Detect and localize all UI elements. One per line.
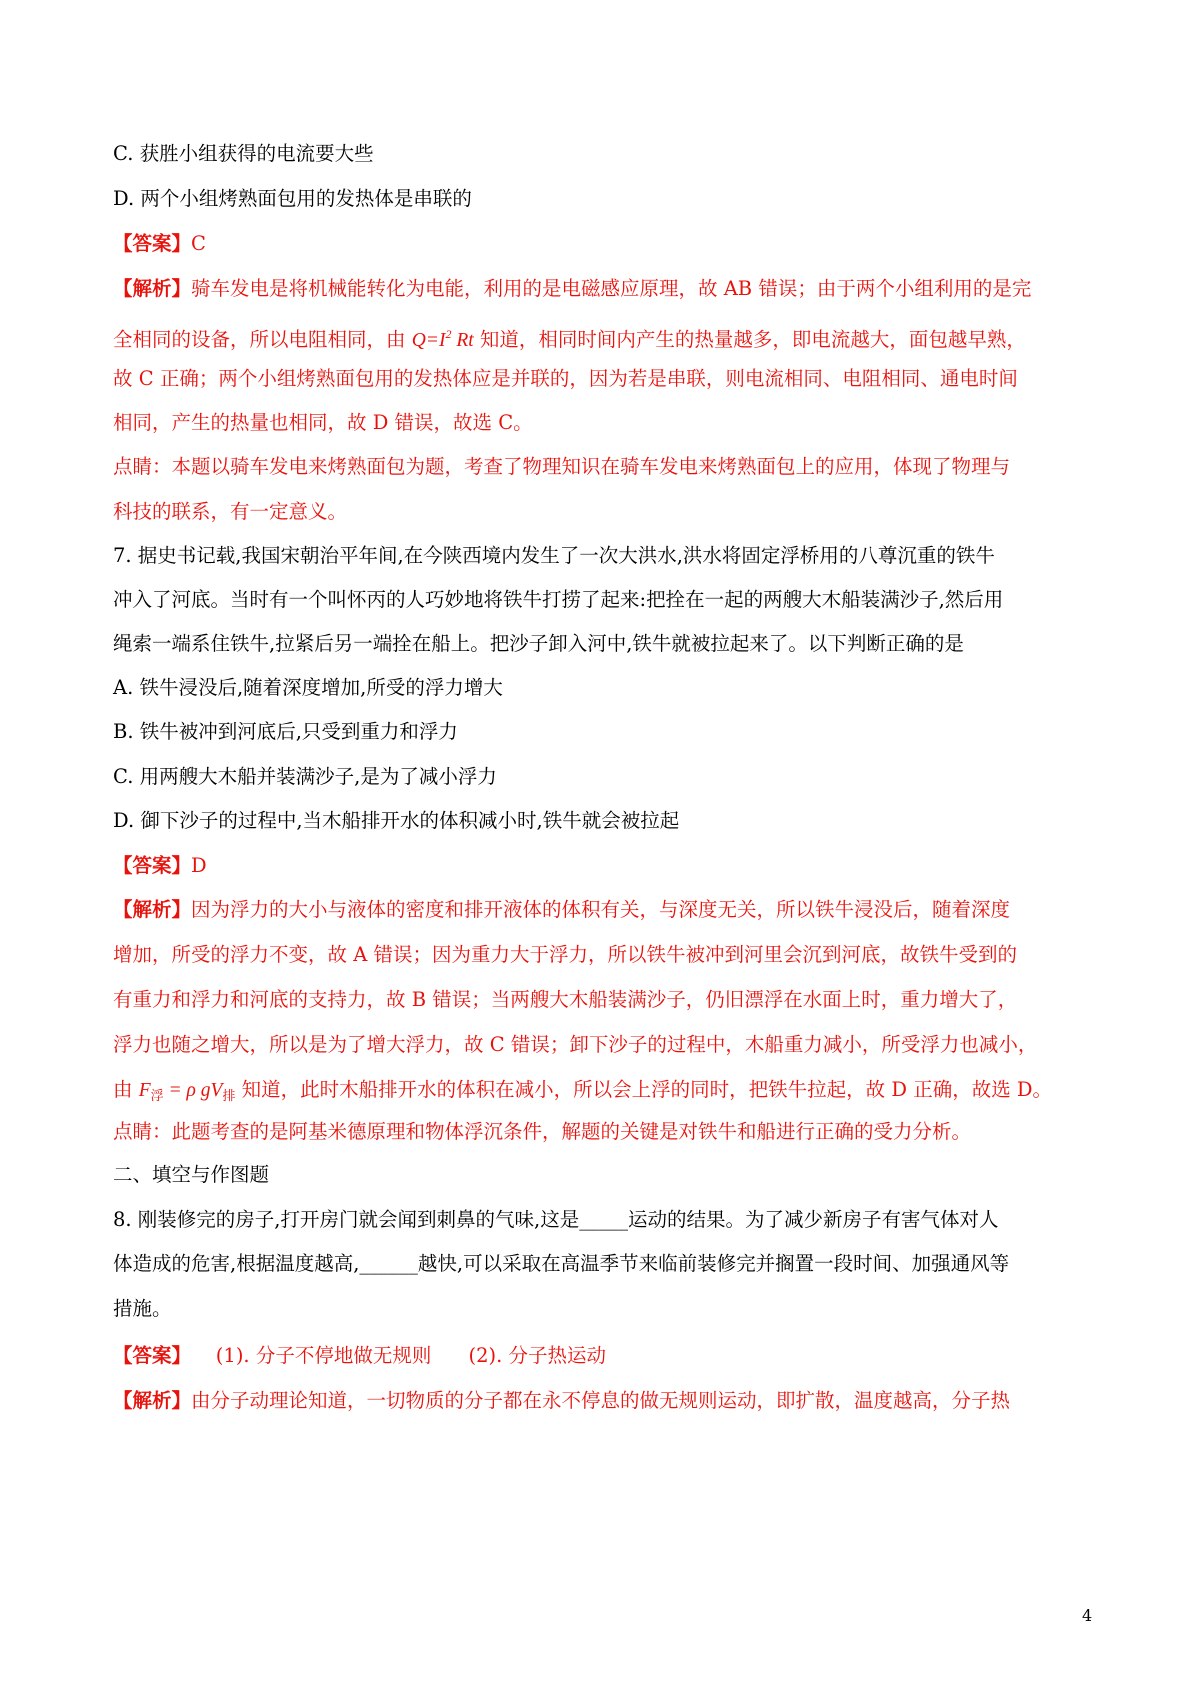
q7-analysis-line-5: 由 $F_浮 = \rho$ $gV_排$ 知道，此时木船排开水的体积在减小，所以会上浮的同时，把铁牛拉起，故 D 正确，故选 D。	[113, 1078, 1053, 1103]
q6-comment-line-1: 点睛：本题以骑车发电来烤熟面包为题，考查了物理知识在骑车发电来烤熟面包上的应用，体现了物理与	[113, 455, 1011, 478]
q7-comment: 点睛：此题考查的是阿基米德原理和物体浮沉条件，解题的关键是对铁牛和船进行正确的受力分析。	[113, 1120, 972, 1143]
answer-value: D	[191, 854, 207, 877]
formula-joule-law: $Q=I^2$ Rt	[411, 327, 474, 351]
q6-comment-line-2: 科技的联系，有一定意义。	[113, 500, 348, 523]
q7-option-c: C. 用两艘大木船并装满沙子,是为了减小浮力	[113, 765, 497, 788]
section-title: 二、填空与作图题	[113, 1163, 270, 1186]
q6-analysis-line-1: 【解析】骑车发电是将机械能转化为电能，利用的是电磁感应原理，故 AB 错误；由于两个小组利用的是完	[113, 277, 1032, 300]
q8-stem-line-3: 措施。	[113, 1297, 172, 1320]
analysis-label: 【解析】	[113, 277, 192, 300]
q7-analysis-line-3: 有重力和浮力和河底的支持力，故 B 错误；当两艘大木船装满沙子，仍旧漂浮在水面上时，重力增大了，	[113, 988, 1018, 1011]
q7-option-d: D. 御下沙子的过程中,当木船排开水的体积减小时,铁牛就会被拉起	[113, 809, 680, 832]
analysis-label: 【解析】	[113, 1389, 192, 1412]
formula-buoyancy: $F_浮 = \rho$ $gV_排$	[138, 1080, 236, 1103]
answer-label: 【答案】	[113, 1344, 192, 1367]
answer-label: 【答案】	[113, 854, 192, 877]
q7-option-b: B. 铁牛被冲到河底后,只受到重力和浮力	[113, 720, 458, 743]
analysis-label: 【解析】	[113, 898, 192, 921]
q8-analysis-line-1: 【解析】由分子动理论知道，一切物质的分子都在永不停息的做无规则运动，即扩散，温度越高，分子热	[113, 1389, 1011, 1412]
q6-option-d: D. 两个小组烤熟面包用的发热体是串联的	[113, 187, 472, 210]
q7-answer	[113, 851, 1103, 881]
q6-option-c: C. 获胜小组获得的电流要大些	[113, 142, 374, 165]
answer-value: C	[191, 232, 206, 255]
q7-stem-line-1: 7. 据史书记载,我国宋朝治平年间,在今陕西境内发生了一次大洪水,洪水将固定浮桥用的八尊沉重的铁牛	[113, 544, 995, 567]
q7-analysis-line-1: 【解析】因为浮力的大小与液体的密度和排开液体的体积有关，与深度无关，所以铁牛浸没后，随着深度	[113, 898, 1011, 921]
q8-stem-line-2: 体造成的危害,根据温度越高,______越快,可以采取在高温季节来临前装修完并搁置一段时间、加强通风等	[113, 1252, 1010, 1275]
q6-analysis-line-2: 全相同的设备，所以电阻相同，由 $Q=I^2$ Rt 知道，相同时间内产生的热量越多，即电流越大，面包越早熟，	[113, 327, 1026, 351]
q7-option-a: A. 铁牛浸没后,随着深度增加,所受的浮力增大	[113, 676, 503, 699]
answer-value: (1). 分子不停地做无规则 (2). 分子热运动	[191, 1344, 607, 1367]
q7-stem-line-2: 冲入了河底。当时有一个叫怀丙的人巧妙地将铁牛打捞了起来:把拴在一起的两艘大木船装满沙子,然后用	[113, 588, 1004, 611]
q6-answer	[113, 229, 1103, 259]
q7-stem-line-3: 绳索一端系住铁牛,拉紧后另一端拴在船上。把沙子卸入河中,铁牛就被拉起来了。以下判断正确的是	[113, 632, 964, 655]
answer-label: 【答案】	[113, 232, 192, 255]
q6-analysis-line-3: 故 C 正确；两个小组烤熟面包用的发热体应是并联的，因为若是串联，则电流相同、电阻相同、通电时间	[113, 367, 1018, 390]
q8-stem-line-1: 8. 刚装修完的房子,打开房门就会闻到刺鼻的气味,这是_____运动的结果。为了减少新房子有害气体对人	[113, 1208, 999, 1231]
q7-analysis-line-4: 浮力也随之增大，所以是为了增大浮力，故 C 错误；卸下沙子的过程中，木船重力减小，所受浮力也减小，	[113, 1033, 1038, 1056]
q8-answer	[113, 1341, 1103, 1371]
page-number: 4	[1082, 1606, 1093, 1625]
q6-analysis-line-4: 相同，产生的热量也相同，故 D 错误，故选 C。	[113, 411, 533, 434]
q7-analysis-line-2: 增加，所受的浮力不变，故 A 错误；因为重力大于浮力，所以铁牛被冲到河里会沉到河底，故铁牛受到的	[113, 943, 1017, 966]
